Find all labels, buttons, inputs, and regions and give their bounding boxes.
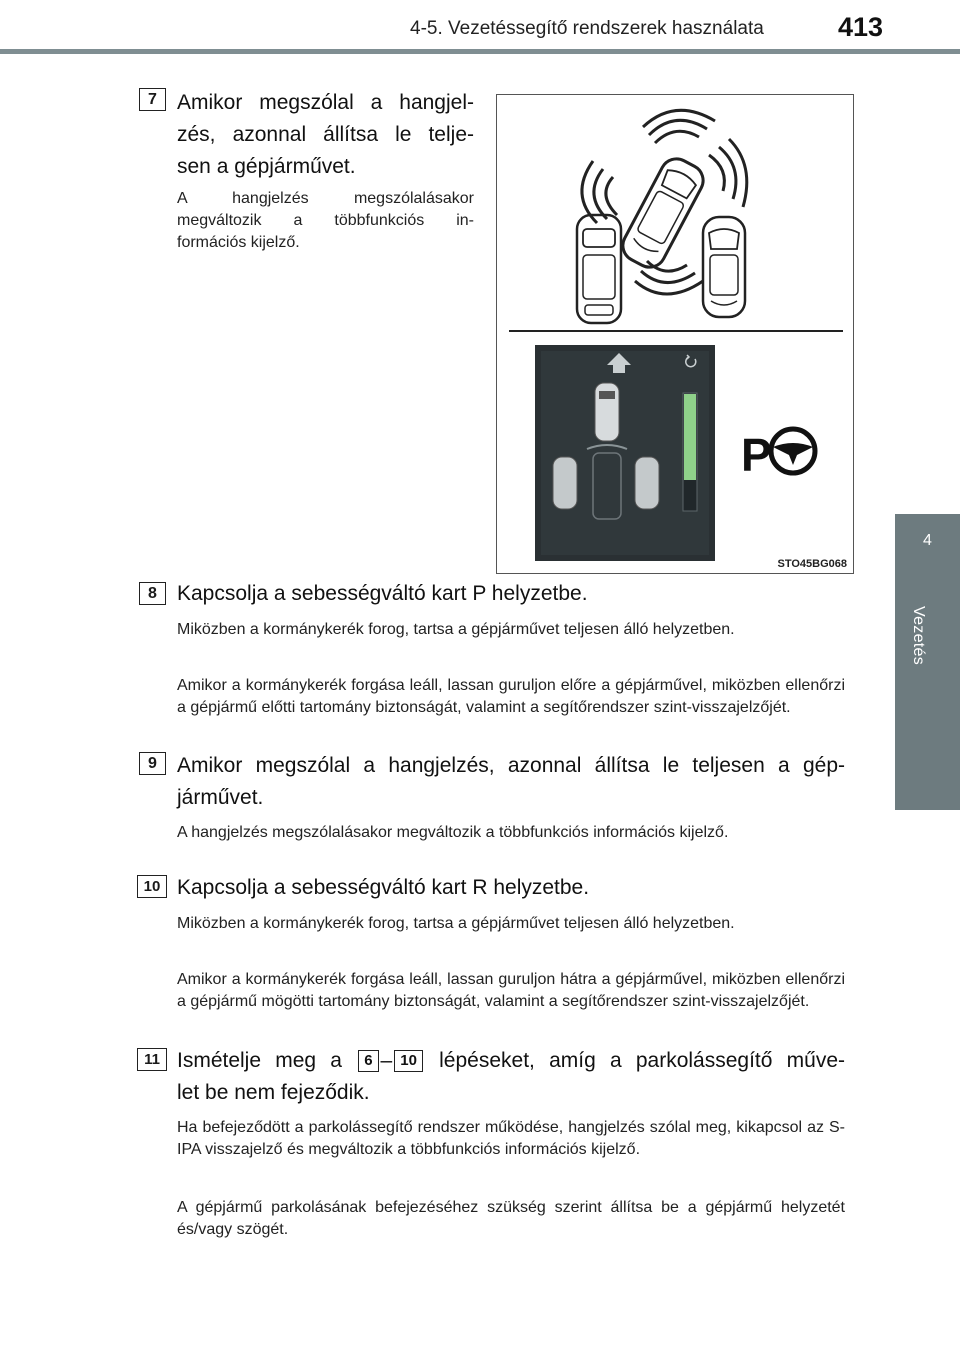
- section-title: 4-5. Vezetéssegítő rendszerek használata: [410, 18, 764, 39]
- step-7-note-line: formációs kijelző.: [177, 234, 300, 251]
- chapter-label: Vezetés: [910, 606, 927, 666]
- parking-scene-svg: [497, 95, 853, 573]
- parked-car-left-icon: [577, 215, 621, 323]
- assist-level-fill: [684, 394, 696, 480]
- step-7-title-line: Amikor megszólal a hangjel-: [177, 91, 474, 114]
- step-8-title: Kapcsolja a sebességváltó kart P helyzetbe.: [177, 582, 588, 605]
- parked-car-right-icon: [703, 217, 745, 317]
- assist-level-gauge: [683, 393, 697, 511]
- step-9-title-line: járművet.: [177, 786, 264, 809]
- step-11-title-line-2: let be nem fejeződik.: [177, 1081, 370, 1104]
- park-letter: P: [741, 429, 772, 481]
- maneuvering-car-icon: [617, 153, 708, 273]
- step-range-dash: –: [380, 1049, 393, 1072]
- step-ref-10: 10: [394, 1050, 423, 1072]
- parking-assist-illustration: [496, 94, 854, 574]
- step-7-note-line: A hangjelzés megszólalásakor: [177, 190, 474, 207]
- step-ref-6: 6: [358, 1050, 378, 1072]
- figure-code: STO45BG068: [777, 558, 847, 570]
- step-badge-9: 9: [139, 752, 166, 775]
- page-number: 413: [838, 12, 884, 42]
- step-8-para-1: Miközben a kormánykerék forog, tartsa a gépjárművet teljesen álló helyzetben.: [177, 621, 735, 638]
- step-badge-10: 10: [137, 875, 167, 898]
- step-9-title: [177, 750, 845, 814]
- step-11-title: [177, 1045, 845, 1109]
- step-7-title: [177, 87, 474, 183]
- step-11-title-end: lépéseket, amíg a parkolássegítő műve-: [439, 1049, 845, 1072]
- step-7-title-line: sen a gépjárművet.: [177, 155, 356, 178]
- steering-wheel-icon: [771, 429, 815, 473]
- step-9-note: A hangjelzés megszólalásakor megváltozik a többfunkciós információs kijelző.: [177, 824, 729, 841]
- step-badge-8: 8: [139, 582, 166, 605]
- step-11-para-2: A gépjármű parkolásának befejezéséhez szükség szerint állítsa be a gépjármű helyzetét és/vagy szögét.: [177, 1199, 845, 1238]
- step-7-title-line: zés, azonnal állítsa le telje-: [177, 123, 474, 146]
- chapter-number: 4: [923, 532, 932, 549]
- step-11-title-start: Ismételje meg a: [177, 1049, 342, 1072]
- step-11-para-1: Ha befejeződött a parkolássegítő rendszer működése, hangjelzés szólal meg, kikapcsol az S-IPA visszajelző és megváltozik a többfunkciós információs kijelző.: [177, 1119, 845, 1158]
- step-8-para-2: Amikor a kormánykerék forgása leáll, lassan guruljon előre a gépjárművel, miközben ellenőrzi a gépjármű előtti tartomány biztonságát, valamint a segítőrendszer szint-visszajelzőjét.: [177, 677, 845, 716]
- chapter-tab: [895, 514, 960, 810]
- step-badge-7: 7: [139, 88, 166, 111]
- step-badge-11: 11: [137, 1048, 167, 1071]
- step-10-para-1: Miközben a kormánykerék forog, tartsa a gépjárművet teljesen álló helyzetben.: [177, 915, 735, 932]
- step-9-title-line: Amikor megszólal a hangjelzés, azonnal állítsa le teljesen a gép-: [177, 754, 845, 777]
- multi-info-display: [535, 345, 715, 561]
- header-rule: [0, 49, 960, 54]
- step-7-note-line: megváltozik a többfunkciós in-: [177, 212, 474, 229]
- step-10-title: Kapcsolja a sebességváltó kart R helyzetbe.: [177, 876, 590, 899]
- step-10-para-2: Amikor a kormánykerék forgása leáll, lassan guruljon hátra a gépjárművel, miközben ellenőrzi a gépjármű mögötti tartomány biztonságát, valamint a segítőrendszer szint-visszajelzőjét.: [177, 971, 845, 1010]
- step-7-note: [177, 188, 474, 254]
